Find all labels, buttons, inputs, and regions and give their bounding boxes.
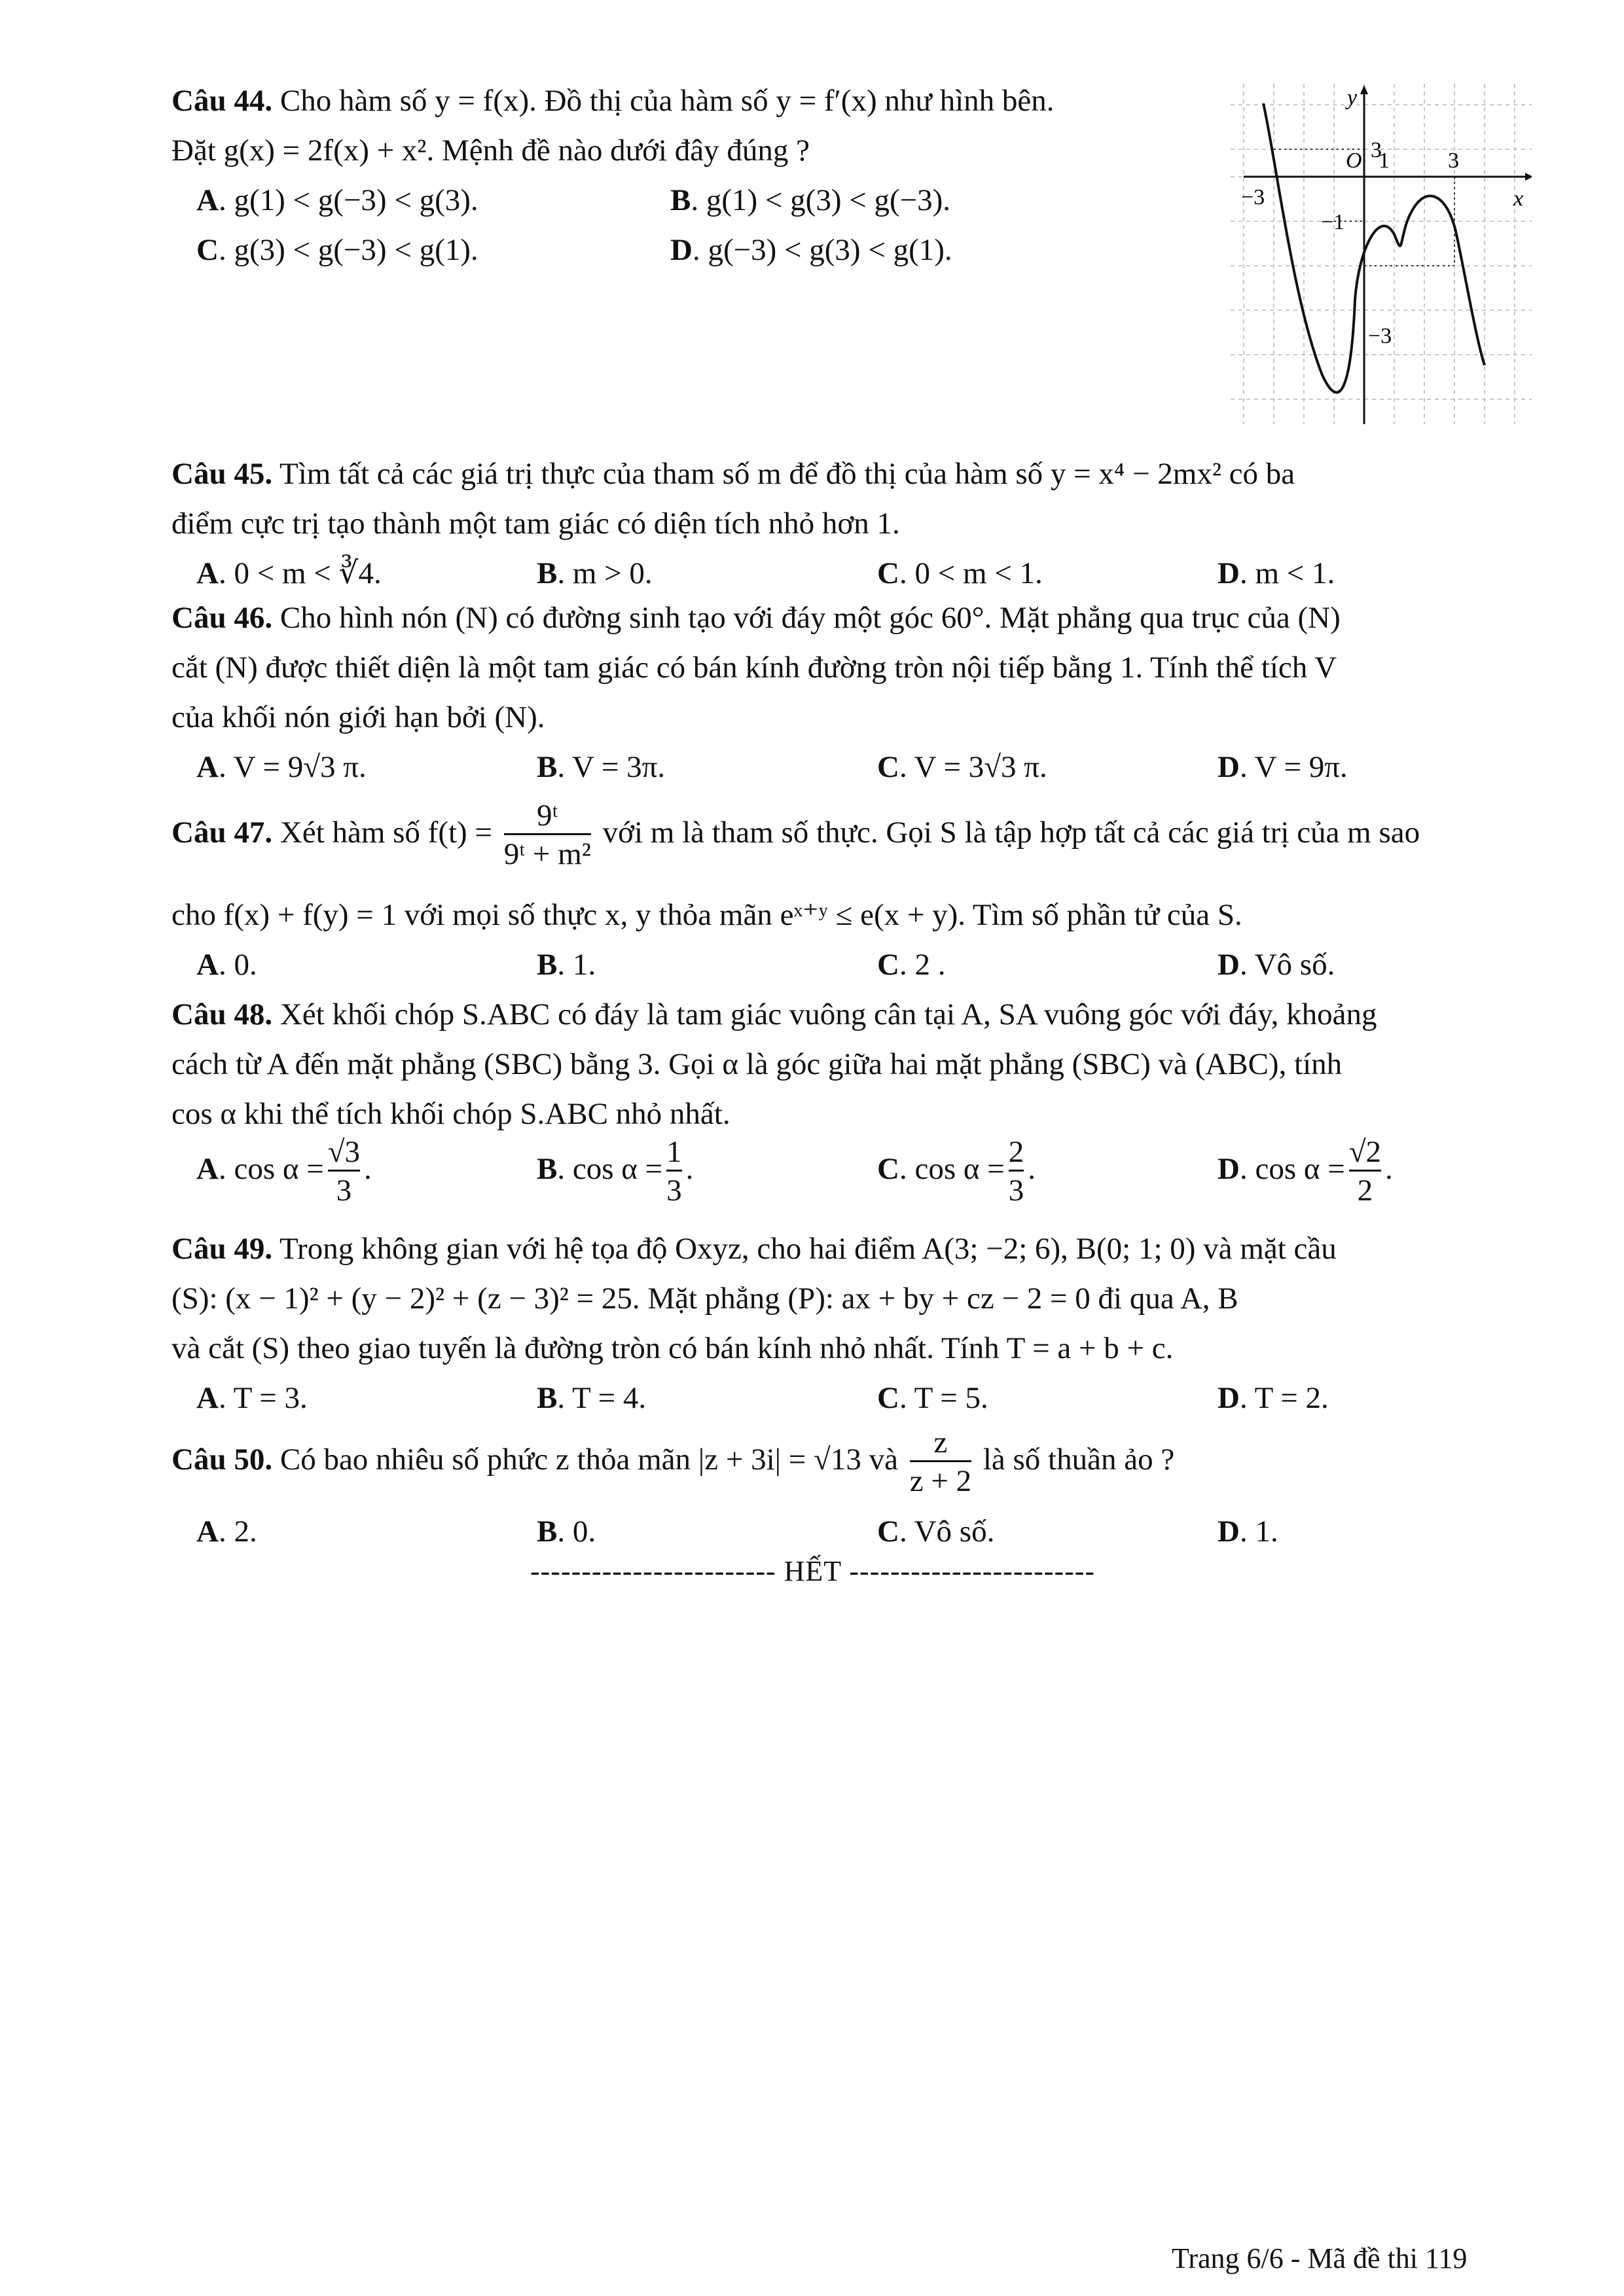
- question-45-line-2: [171, 499, 1533, 548]
- question-44: [171, 76, 1245, 175]
- option-fraction: [1349, 1134, 1381, 1210]
- question-47: [171, 793, 1533, 873]
- question-50-text-pre: Có bao nhiêu số phức z thỏa mãn |z + 3i| = √13 và: [280, 1443, 898, 1477]
- question-49-line-2: [171, 1274, 1533, 1323]
- option-key: B: [537, 750, 558, 784]
- option-c[interactable]: [877, 1373, 988, 1423]
- question-49-options: [196, 1373, 1538, 1423]
- question-45-text-2: điểm cực trị tạo thành một tam giác có diện tích nhỏ hơn 1.: [171, 507, 900, 541]
- option-a[interactable]: A. cos α = $\frac{√3}{3}$ .: [196, 1123, 372, 1215]
- derivative-graph: [1231, 84, 1532, 424]
- fraction-numerator: z: [933, 1425, 948, 1460]
- fraction-denominator: 2: [1349, 1170, 1381, 1210]
- tick-x-1: 1: [1379, 149, 1390, 173]
- option-text: . Vô số.: [1239, 948, 1335, 982]
- option-text: . V = 9π.: [1239, 750, 1348, 784]
- option-text: . g(1) < g(−3) < g(3).: [218, 183, 478, 217]
- option-text: . T = 2.: [1239, 1381, 1329, 1415]
- option-key: C: [877, 1515, 899, 1549]
- question-46-options: [196, 742, 1538, 792]
- y-axis-label: y: [1347, 86, 1358, 110]
- option-key: C: [877, 750, 899, 784]
- option-d[interactable]: [1218, 1507, 1278, 1556]
- option-key: D: [1218, 948, 1240, 982]
- question-49-line-3: [171, 1323, 1533, 1373]
- option-key: B: [537, 1152, 558, 1186]
- question-48-number: Câu 48.: [171, 997, 273, 1031]
- option-key: B: [537, 556, 558, 590]
- option-b[interactable]: [537, 1507, 596, 1556]
- question-47-text-2: cho f(x) + f(y) = 1 với mọi số thực x, y thỏa mãn eˣ⁺ʸ ≤ e(x + y). Tìm số phần tử của S.: [171, 898, 1242, 932]
- option-text: . V = 3√3 π.: [899, 750, 1047, 784]
- question-44-line-1: [171, 76, 1245, 126]
- question-49-number: Câu 49.: [171, 1232, 273, 1266]
- fraction-denominator: z + 2: [910, 1460, 971, 1500]
- option-text: . 1.: [557, 948, 596, 982]
- option-key: B: [670, 183, 691, 217]
- graph-grid: [1231, 84, 1532, 424]
- question-49-text-2: (S): (x − 1)² + (y − 2)² + (z − 3)² = 25. Mặt phẳng (P): ax + by + cz − 2 = 0 đi qua A, B: [171, 1282, 1238, 1316]
- question-50-number: Câu 50.: [171, 1443, 273, 1477]
- option-text: . cos α =: [557, 1152, 663, 1186]
- question-47-options: [196, 940, 1538, 990]
- question-46-number: Câu 46.: [171, 601, 273, 635]
- option-c[interactable]: [877, 1507, 994, 1556]
- option-key: A: [196, 948, 219, 982]
- option-text: . g(−3) < g(3) < g(1).: [692, 233, 952, 267]
- option-b[interactable]: [670, 175, 950, 225]
- option-key: A: [196, 556, 219, 590]
- option-key: C: [877, 1152, 899, 1186]
- option-c[interactable]: [877, 742, 1047, 792]
- option-b[interactable]: [537, 940, 596, 990]
- option-text: . 0 < m < 1.: [899, 556, 1043, 590]
- question-48-line-1: [171, 990, 1533, 1039]
- option-key: A: [196, 750, 219, 784]
- question-45-text-1: Tìm tất cả các giá trị thực của tham số m để đồ thị của hàm số y = x⁴ − 2mx² có ba: [280, 457, 1295, 491]
- question-50-text-post: là số thuần ảo ?: [983, 1443, 1175, 1477]
- question-50: [171, 1420, 1533, 1500]
- fraction-denominator: 3: [328, 1170, 360, 1210]
- option-d[interactable]: [670, 225, 952, 275]
- option-a[interactable]: [196, 1373, 308, 1423]
- option-key: A: [196, 1381, 219, 1415]
- option-b[interactable]: [537, 742, 665, 792]
- option-key: D: [1218, 750, 1240, 784]
- page-footer: Trang 6/6 - Mã đề thi 119: [1172, 2242, 1468, 2274]
- question-46: [171, 593, 1533, 742]
- option-a[interactable]: [196, 742, 367, 792]
- option-fraction: [328, 1134, 360, 1210]
- question-46-text-2: cắt (N) được thiết diện là một tam giác có bán kính đường tròn nội tiếp bằng 1. Tính thể tích V: [171, 651, 1337, 685]
- question-49-text-1: Trong không gian với hệ tọa độ Oxyz, cho hai điểm A(3; −2; 6), B(0; 1; 0) và mặt cầu: [280, 1232, 1337, 1266]
- question-48-text-1: Xét khối chóp S.ABC có đáy là tam giác vuông cân tại A, SA vuông góc với đáy, khoảng: [280, 997, 1377, 1031]
- question-48-text-3: cos α khi thể tích khối chóp S.ABC nhỏ nhất.: [171, 1097, 731, 1131]
- question-50-options: [196, 1507, 1538, 1556]
- option-text: . 1.: [1239, 1515, 1278, 1549]
- tick-x-3: 3: [1448, 149, 1459, 173]
- option-key: B: [537, 1515, 558, 1549]
- fraction-denominator: 9ᵗ + m²: [504, 833, 591, 873]
- fraction-denominator: 3: [1009, 1170, 1024, 1210]
- question-47-number: Câu 47.: [171, 816, 273, 850]
- question-47-line-2: [171, 890, 1533, 940]
- question-45-options: [196, 548, 1538, 598]
- option-text: . 2 .: [899, 948, 946, 982]
- question-44-line-2: [171, 126, 1245, 175]
- option-key: C: [877, 1381, 899, 1415]
- option-a[interactable]: [196, 548, 382, 598]
- option-d[interactable]: [1218, 1373, 1329, 1423]
- question-48-line-2: [171, 1039, 1533, 1089]
- option-key: A: [196, 1515, 219, 1549]
- option-key: D: [1218, 556, 1240, 590]
- question-46-text-3: của khối nón giới hạn bởi (N).: [171, 700, 545, 734]
- question-49: [171, 1224, 1533, 1373]
- option-key: D: [1218, 1515, 1240, 1549]
- option-text: . V = 3π.: [557, 750, 666, 784]
- option-text: . m > 0.: [557, 556, 653, 590]
- tick-y-neg-3: −3: [1368, 324, 1392, 348]
- option-text: . Vô số.: [899, 1515, 995, 1549]
- option-text: . 0 < m < ∛4.: [218, 556, 382, 590]
- option-text: . m < 1.: [1239, 556, 1335, 590]
- question-47-line-1: [171, 793, 1533, 873]
- option-d[interactable]: D. cos α = $\frac{√2}{2}$ .: [1218, 1123, 1393, 1215]
- question-48-options: [196, 1123, 1538, 1215]
- option-key: A: [196, 1152, 219, 1186]
- tick-y-neg-1: −1: [1321, 210, 1345, 234]
- question-44-text-2: Đặt g(x) = 2f(x) + x². Mệnh đề nào dưới đây đúng ?: [171, 134, 810, 168]
- question-45: [171, 449, 1533, 548]
- fraction-numerator: √2: [1348, 1134, 1382, 1169]
- question-48: [171, 990, 1533, 1139]
- option-text: . cos α =: [1239, 1152, 1345, 1186]
- option-key: C: [196, 233, 219, 267]
- option-text: . g(3) < g(−3) < g(1).: [218, 233, 478, 267]
- option-text: . T = 4.: [557, 1381, 647, 1415]
- question-44-number: Câu 44.: [171, 84, 273, 118]
- option-d[interactable]: [1218, 548, 1335, 598]
- fraction-numerator: 9ᵗ: [537, 798, 558, 833]
- fraction-numerator: 1: [666, 1134, 682, 1169]
- question-46-line-3: [171, 692, 1533, 742]
- question-46-line-1: [171, 593, 1533, 643]
- y-axis-arrow-icon: [1360, 85, 1368, 94]
- option-key: D: [670, 233, 693, 267]
- tick-y-3: 3: [1371, 138, 1382, 162]
- option-b[interactable]: [537, 1373, 646, 1423]
- option-text: . T = 5.: [899, 1381, 988, 1415]
- question-44-text-1: Cho hàm số y = f(x). Đồ thị của hàm số y = f′(x) như hình bên.: [280, 84, 1055, 118]
- option-b[interactable]: B. cos α = $\frac{1}{3}$ .: [537, 1123, 693, 1215]
- question-46-text-1: Cho hình nón (N) có đường sinh tạo với đáy một góc 60°. Mặt phẳng qua trục của (N): [280, 601, 1341, 635]
- option-key: C: [877, 948, 899, 982]
- question-47-fraction: [504, 798, 591, 873]
- option-a[interactable]: [196, 175, 478, 225]
- option-fraction: [666, 1134, 682, 1210]
- question-47-text-post: với m là tham số thực. Gọi S là tập hợp tất cả các giá trị của m sao: [602, 816, 1420, 850]
- option-c[interactable]: [877, 548, 1043, 598]
- option-fraction: [1009, 1134, 1024, 1210]
- x-axis-label: x: [1513, 187, 1524, 211]
- question-49-text-3: và cắt (S) theo giao tuyến là đường tròn có bán kính nhỏ nhất. Tính T = a + b + c.: [171, 1331, 1174, 1365]
- question-45-number: Câu 45.: [171, 457, 273, 491]
- option-key: D: [1218, 1381, 1240, 1415]
- option-text: . 0.: [218, 948, 257, 982]
- question-45-line-1: [171, 449, 1533, 499]
- option-text: . T = 3.: [218, 1381, 308, 1415]
- tick-x-neg-3: −3: [1241, 185, 1265, 209]
- question-46-line-2: [171, 643, 1533, 692]
- option-a[interactable]: [196, 1507, 257, 1556]
- option-text: . cos α =: [899, 1152, 1005, 1186]
- option-text: . cos α =: [218, 1152, 324, 1186]
- option-text: . g(1) < g(3) < g(−3).: [691, 183, 951, 217]
- question-47-text-pre: Xét hàm số f(t) =: [280, 816, 492, 850]
- option-key: D: [1218, 1152, 1240, 1186]
- fraction-numerator: 2: [1008, 1134, 1024, 1169]
- question-50-line-1: [171, 1420, 1533, 1500]
- option-key: B: [537, 948, 558, 982]
- question-49-line-1: [171, 1224, 1533, 1274]
- option-text: . 2.: [218, 1515, 257, 1549]
- question-48-text-2: cách từ A đến mặt phẳng (SBC) bằng 3. Gọi α là góc giữa hai mặt phẳng (SBC) và (ABC), tính: [171, 1047, 1343, 1081]
- fraction-denominator: 3: [666, 1170, 682, 1210]
- option-key: C: [877, 556, 899, 590]
- fraction-numerator: √3: [327, 1134, 361, 1169]
- end-marker: ------------------------ HẾT ------------------------: [530, 1555, 1096, 1587]
- option-c[interactable]: [877, 940, 945, 990]
- x-axis-arrow-icon: [1525, 173, 1532, 181]
- option-a[interactable]: [196, 940, 257, 990]
- option-b[interactable]: [537, 548, 653, 598]
- option-d[interactable]: [1218, 940, 1335, 990]
- option-text: . V = 9√3 π.: [218, 750, 367, 784]
- option-c[interactable]: C. cos α = $\frac{2}{3}$ .: [877, 1123, 1036, 1215]
- option-text: . 0.: [557, 1515, 596, 1549]
- option-key: B: [537, 1381, 558, 1415]
- question-50-fraction: [910, 1425, 971, 1500]
- option-key: A: [196, 183, 219, 217]
- option-c[interactable]: [196, 225, 478, 275]
- origin-label: O: [1346, 149, 1362, 173]
- option-d[interactable]: [1218, 742, 1348, 792]
